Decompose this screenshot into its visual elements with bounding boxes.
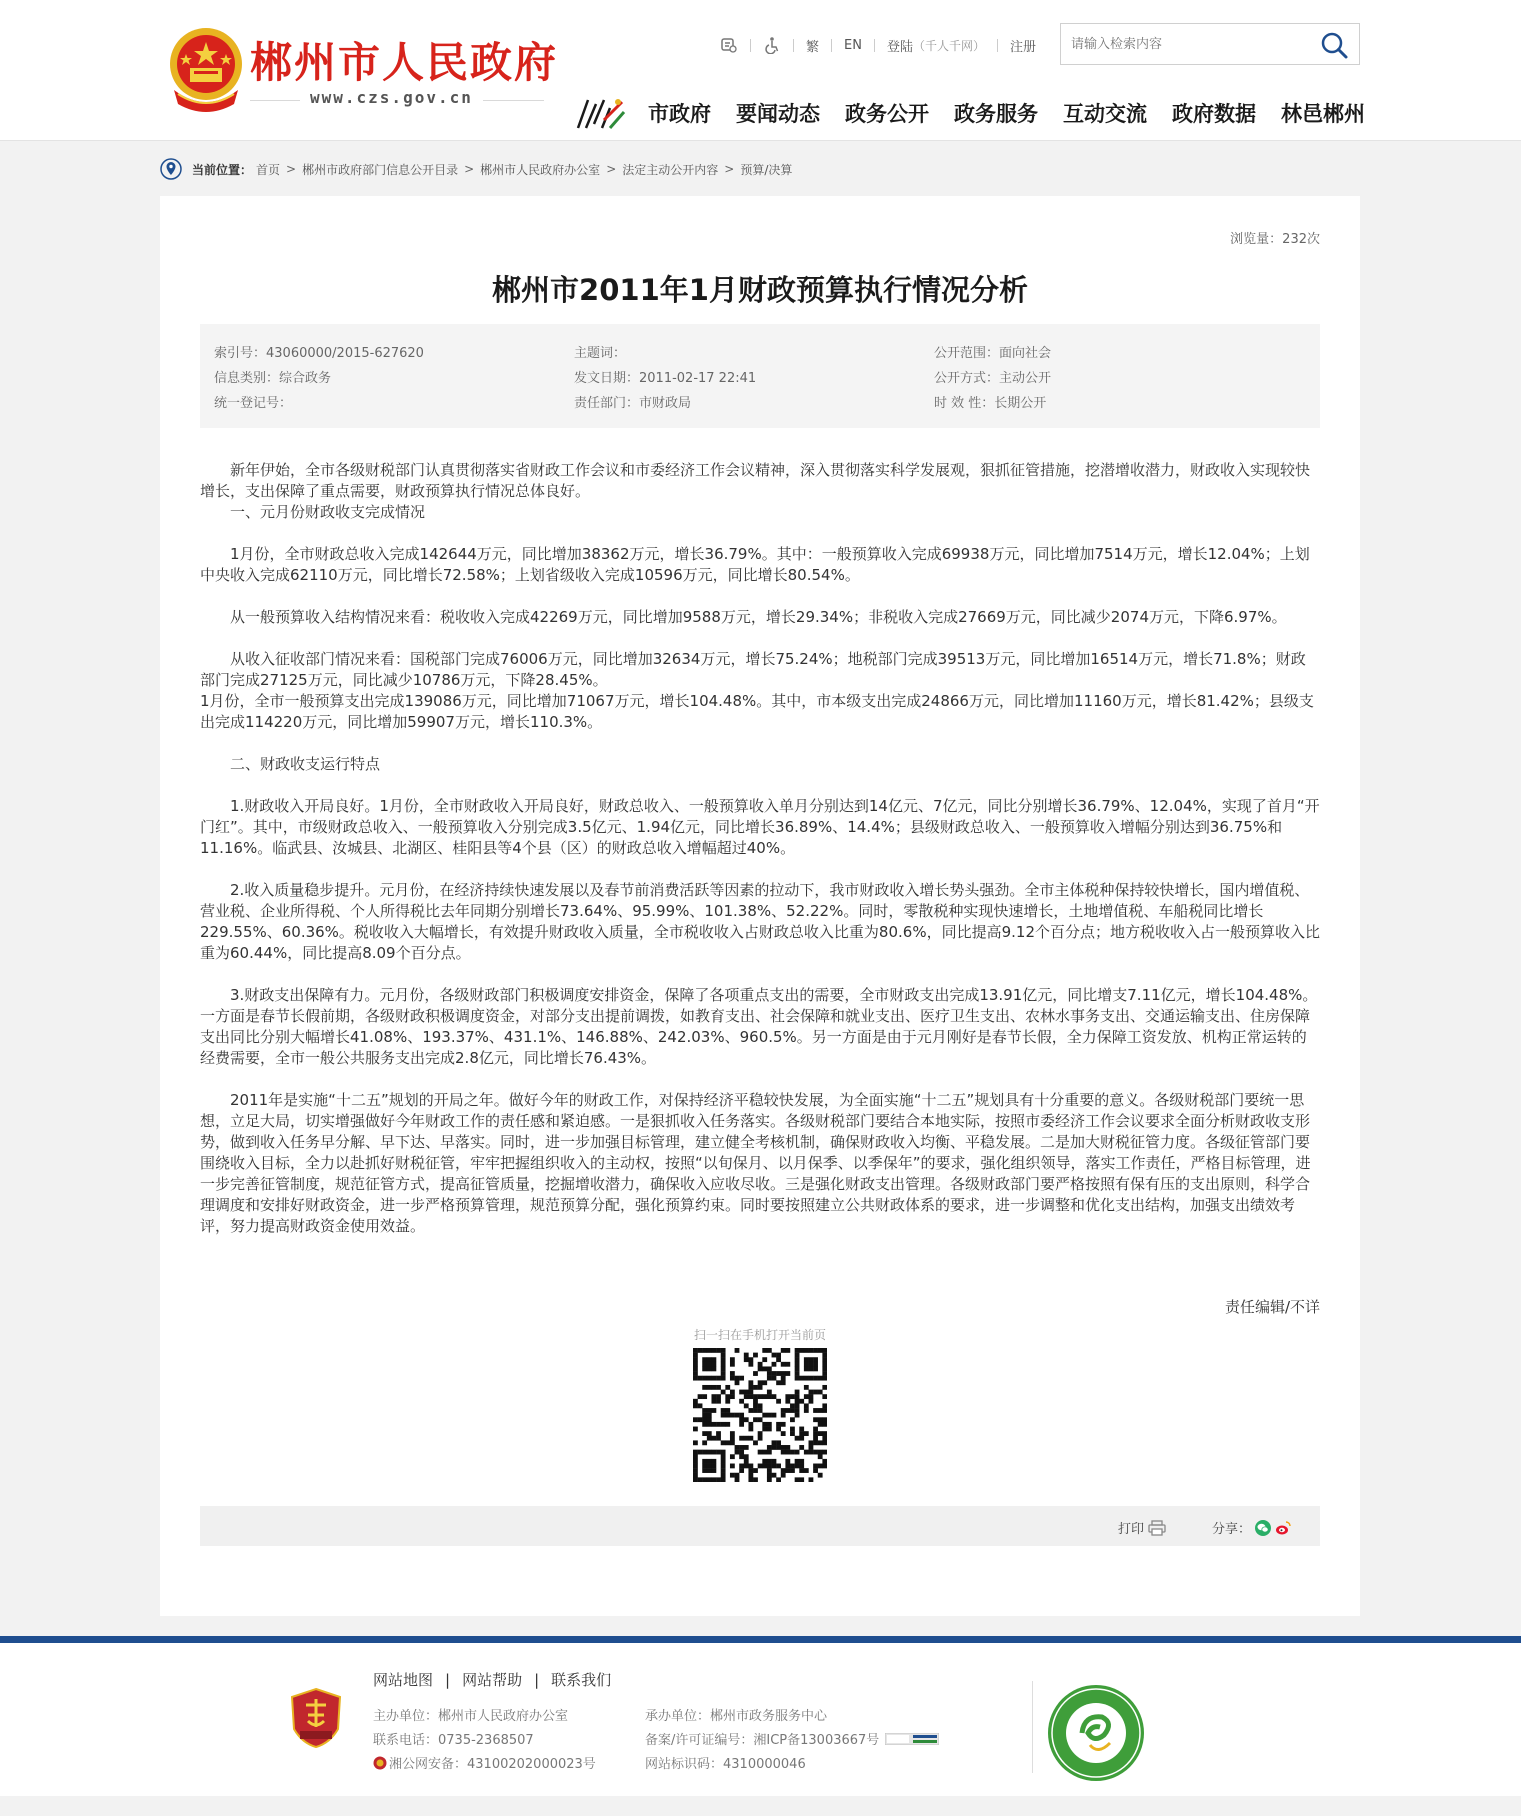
wechat-icon[interactable] [1255,1520,1271,1536]
paragraph-spacer [200,523,1320,544]
civilized-city-badge-icon[interactable] [1046,1683,1146,1783]
footer-organizer: 承办单位：郴州市政务服务中心 [645,1709,828,1724]
paragraph-spacer [200,859,1320,880]
national-emblem-icon[interactable] [164,24,248,114]
article-paragraph: 1.财政收入开局良好。1月份，全市财政收入开局良好，财政总收入、一般预算收入单月分别达到14亿元、7亿元，同比分别增长36.79%、12.04%，实现了首月“开门红”。其中，市级财政总收入、一般预算收入分别完成3.5亿元、1.94亿元，同比增长36.89%、14.4%；县级财政总收入、一般预算收入增幅分别达到36.75%和11.16%。临武县、汝城县、北湖区、桂阳县等4个县（区）的财政总收入增幅超过40%。 [200,797,1320,857]
separator: | [445,1670,451,1689]
footer-phone: 联系电话：0735-2368507 [373,1733,534,1748]
site-footer [0,1636,1521,1796]
paragraph-spacer [200,964,1320,985]
print-label: 打印 [1118,1522,1145,1537]
paragraph-spacer [200,733,1320,754]
main-nav [648,98,1390,128]
meta-reg-no: 统一登记号： [214,396,293,411]
location-pin-icon [160,158,182,180]
breadcrumb-home[interactable]: 首页 [256,162,281,177]
login-link[interactable]: 登陆 [886,39,913,55]
article-panel [160,196,1360,1616]
article-meta [200,324,1320,428]
contact-link[interactable]: 联系我们 [551,1671,612,1689]
breadcrumb [160,158,792,180]
share-bar [200,1506,1320,1546]
register-link[interactable]: 注册 [1010,39,1037,55]
print-button[interactable] [1118,1518,1166,1537]
divider [1032,1681,1033,1773]
police-emblem-icon [373,1756,387,1770]
article-paragraph: 1月份，全市财政总收入完成142644万元，同比增加38362万元，增长36.79%。其中：一般预算收入完成69938万元，同比增加7514万元，增长12.04%；上划中央收入完成62110万元，同比增长72.58%；上划省级收入完成10596万元，同比增长80.54%。 [200,545,1310,584]
meta-subject: 主题词： [574,346,627,361]
meta-date: 发文日期：2011-02-17 22:41 [574,371,757,386]
meta-category: 信息类别：综合政务 [214,371,332,386]
article-paragraph: 3.财政支出保障有力。元月份，各级财政部门积极调度安排资金，保障了各项重点支出的需要，全市财政支出完成13.91亿元，同比增支7.11亿元，增长104.48%。一方面是春节长假前期，各级财政积极调度资金，对部分支出提前调拨，如教育支出、社会保障和就业支出、医疗卫生支出、农林水事务支出、交通运输支出、住房保障支出同比分别大幅增长41.08%、193.37%、431.1%、146.88%、242.03%、960.5%。另一方面是由于元月刚好是春节长假，全力保障工资发放、机构正常运转的经费需要，全市一般公共服务支出完成2.8亿元，同比增长76.43%。 [200,986,1318,1067]
breadcrumb-budget[interactable]: 预算/决算 [740,162,793,177]
meta-validity: 时 效 性：长期公开 [934,396,1047,411]
paragraph-spacer [200,586,1320,607]
chevron-right-icon: > [724,162,735,176]
share-label: 分享： [1212,1522,1252,1537]
article-body [200,460,1320,1237]
nav-item-linyi-chenzhou[interactable]: 林邑郴州 [1281,102,1365,126]
city-logo-icon [574,94,628,134]
footer-icp-row [645,1729,939,1748]
qr-caption: 扫一扫在手机打开当前页 [693,1328,826,1342]
site-url: www.czs.gov.cn [300,88,483,107]
separator [874,39,875,52]
separator [793,39,794,52]
article-paragraph: 从收入征收部门情况来看：国税部门完成76006万元，同比增加32634万元，增长75.24%；地税部门完成39513万元，同比增加16514万元，增长71.8%；财政部门完成27125万元，同比减少10786万元，下降28.45%。 [200,650,1306,689]
nav-item-government-data[interactable]: 政府数据 [1172,102,1256,126]
site-header [0,0,1521,141]
article-paragraph: 二、财政收支运行特点 [200,755,381,773]
help-link[interactable]: 网站帮助 [462,1671,523,1689]
meta-index-no: 索引号：43060000/2015-627620 [214,346,424,361]
footer-sponsor: 主办单位：郴州市人民政府办公室 [373,1709,569,1724]
breadcrumb-directory[interactable]: 郴州市政府部门信息公开目录 [302,162,459,177]
chevron-right-icon: > [286,162,297,176]
responsible-editor: 责任编辑/不详 [1224,1298,1320,1316]
meta-method: 公开方式：主动公开 [934,371,1052,386]
site-name[interactable]: 郴州市人民政府 [250,38,559,87]
chevron-right-icon: > [464,162,475,176]
breadcrumb-office[interactable]: 郴州市人民政府办公室 [480,162,601,177]
top-links [720,34,1036,56]
share-group [1212,1518,1291,1537]
separator [750,39,751,52]
footer-links [373,1669,611,1690]
breadcrumb-public-content[interactable]: 法定主动公开内容 [622,162,719,177]
printer-icon [1148,1520,1166,1536]
nav-item-government-services[interactable]: 政务服务 [954,102,1038,126]
sitemap-link[interactable]: 网站地图 [373,1671,434,1689]
barrier-free-icon[interactable] [720,36,738,54]
footer-icp[interactable]: 备案/许可证编号：湘ICP备13003667号 [645,1733,880,1748]
article-paragraph: 一、元月份财政收支完成情况 [200,503,426,521]
footer-police-row [373,1753,596,1772]
view-count: 浏览量：232次 [1230,232,1320,247]
traditional-chinese-link[interactable]: 繁 [806,39,820,55]
nav-item-government-affairs[interactable]: 政务公开 [845,102,929,126]
qr-code-icon [693,1348,827,1482]
meta-department: 责任部门：市财政局 [574,396,692,411]
search-icon[interactable] [1319,30,1349,60]
login-subtext: （千人千网） [912,38,985,53]
weibo-icon[interactable] [1275,1520,1291,1536]
accessibility-icon[interactable] [763,36,781,54]
article-title: 郴州市2011年1月财政预算执行情况分析 [492,273,1028,307]
separator [831,39,832,52]
article-paragraph: 从一般预算收入结构情况来看：税收收入完成42269万元，同比增加9588万元，增长29.34%；非税收入完成27669万元，同比减少2074万元，下降6.97%。 [200,608,1287,626]
article-paragraph: 2011年是实施“十二五”规划的开局之年。做好今年的财政工作，对保持经济平稳较快发展，为全面实施“十二五”规划具有十分重要的意义。各级财税部门要统一思想，立足大局，切实增强做好今年财政工作的责任感和紧迫感。一是狠抓收入任务落实。各级财税部门要结合本地实际，按照市委经济工作会议要求全面分析财政收支形势，做到收入任务早分解、早下达、早落实。同时，进一步加强目标管理，建立健全考核机制，确保财政收入均衡、平稳发展。二是加大财税征管力度。各级征管部门要围绕收入目标，全力以赴抓好财税征管，牢牢把握组织收入的主动权，按照“以旬保月、以月保季、以季保年”的要求，强化组织领导，落实工作责任，严格目标管理，进一步完善征管制度，规范征管方式，提高征管质量，挖掘增收潜力，确保收入应收尽收。三是强化财政支出管理。各级财政部门要严格按照有保有压的支出原则，科学合理调度和安排好财政资金，进一步严格预算管理，规范预算分配，强化预算约束。同时要按照建立公共财政体系的要求，进一步调整和优化支出结构，加强支出绩效考评，努力提高财政资金使用效益。 [200,1091,1311,1235]
separator: | [534,1670,540,1689]
record-badge-icon[interactable] [885,1733,939,1745]
search-input[interactable] [1071,32,1301,56]
paragraph-spacer [200,628,1320,649]
nav-item-city-government[interactable]: 市政府 [648,102,711,126]
footer-police[interactable]: 湘公网安备：43100202000023号 [389,1757,596,1772]
nav-item-interaction[interactable]: 互动交流 [1063,102,1147,126]
paragraph-spacer [200,775,1320,796]
article-paragraph: 2.收入质量稳步提升。元月份，在经济持续快速发展以及春节前消费活跃等因素的拉动下，我市财政收入增长势头强劲。全市主体税种保持较快增长，国内增值税、营业税、企业所得税、个人所得税比去年同期分别增长73.64%、95.99%、101.38%、52.22%。同时，零散税种实现快速增长，土地增值税、车船税同比增长229.55%、60.36%。税收收入大幅增长，有效提升财政收入质量，全市税收收入占财政总收入比重为80.6%，同比提高9.12个百分点；地方税收收入占一般预算收入比重为60.44%，同比提高8.09个百分点。 [200,881,1320,962]
search-box [1060,23,1360,65]
meta-scope: 公开范围：面向社会 [934,346,1052,361]
chevron-right-icon: > [606,162,617,176]
nav-item-news[interactable]: 要闻动态 [736,102,820,126]
article-paragraph: 1月份，全市一般预算支出完成139086万元，同比增加71067万元，增长104.48%。其中，市本级支出完成24866万元，同比增加11160万元，增长81.42%；县级支出完成114220万元，同比增加59907万元，增长110.3%。 [200,692,1314,731]
separator [997,39,998,52]
footer-site-id: 网站标识码：4310000046 [645,1757,806,1772]
english-link[interactable]: EN [844,37,862,53]
party-organization-badge-icon[interactable] [290,1687,342,1749]
breadcrumb-label: 当前位置： [192,162,253,177]
article-paragraph: 新年伊始，全市各级财税部门认真贯彻落实省财政工作会议和市委经济工作会议精神，深入贯彻落实科学发展观，狠抓征管措施，挖潜增收潜力，财政收入实现较快增长，支出保障了重点需要，财政预算执行情况总体良好。 [200,461,1311,500]
paragraph-spacer [200,1069,1320,1090]
